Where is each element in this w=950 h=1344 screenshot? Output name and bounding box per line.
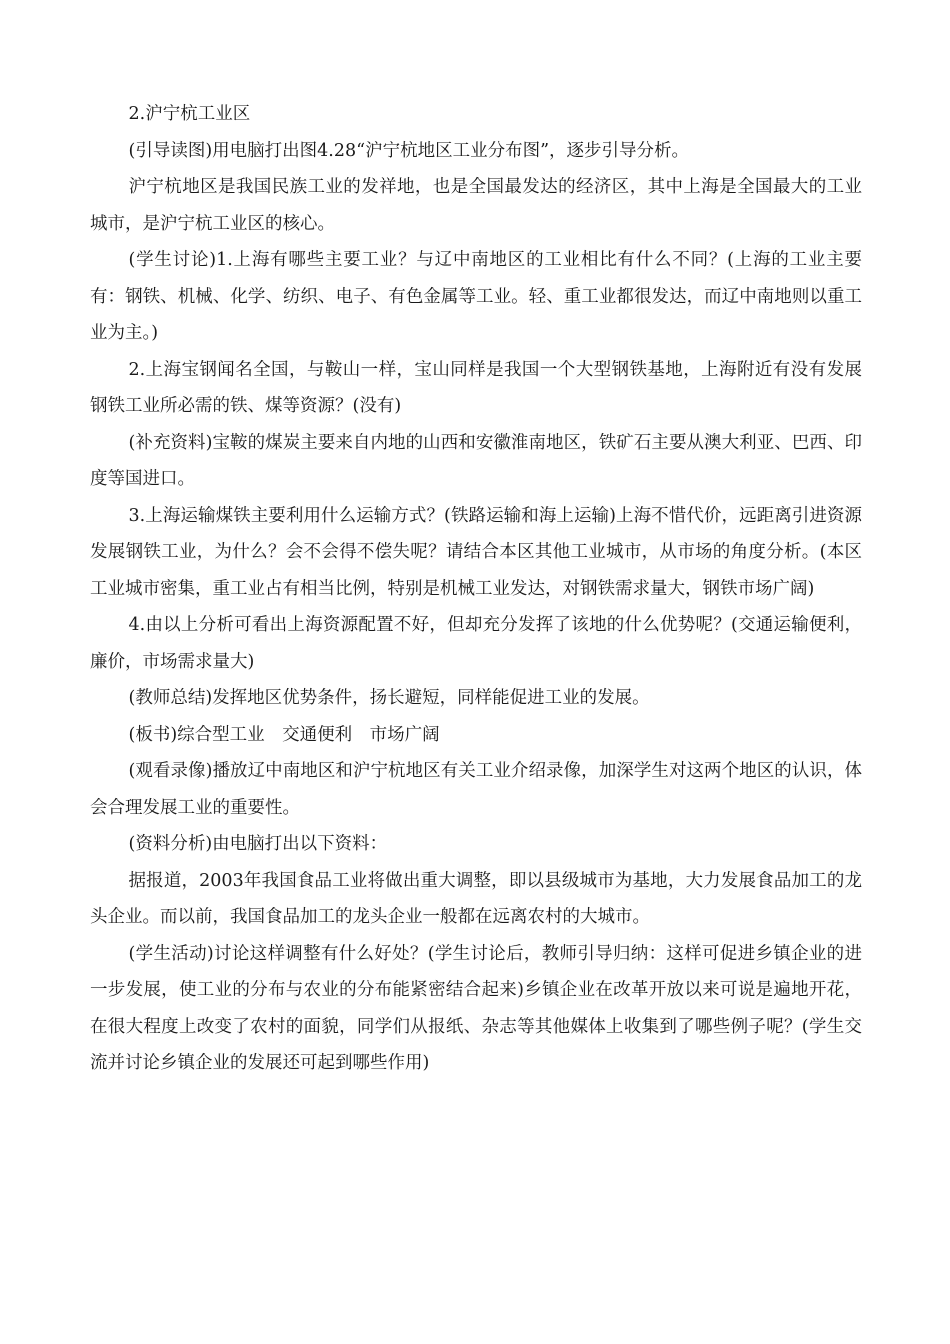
paragraph: (资料分析)由电脑打出以下资料：	[128, 834, 388, 854]
paragraph: 4.由以上分析可看出上海资源配置不好，但却充分发挥了该地的什么优势呢？(交通运输便利，廉价，市场需求量大)	[90, 615, 862, 672]
paragraph: (教师总结)发挥地区优势条件，扬长避短，同样能促进工业的发展。	[128, 688, 650, 708]
paragraph: (学生活动)讨论这样调整有什么好处？(学生讨论后，教师引导归纳：这样可促进乡镇企业的进一步发展，使工业的分布与农业的分布能紧密结合起来)乡镇企业在改革开放以来可说是遍地开花，在很大程度上改变了农村的面貌，同学们从报纸、杂志等其他媒体上收集到了哪些例子呢？(学生交流并讨论乡镇企业的发展还可起到哪些作用)	[90, 943, 862, 1073]
paragraph: (板书)综合型工业 交通便利 市场广阔	[128, 724, 440, 745]
paragraph: (补充资料)宝鞍的煤炭主要来自内地的山西和安徽淮南地区，铁矿石主要从澳大利亚、巴西、印度等国进口。	[90, 432, 862, 489]
paragraph: (观看录像)播放辽中南地区和沪宁杭地区有关工业介绍录像，加深学生对这两个地区的认识，体会合理发展工业的重要性。	[90, 761, 862, 818]
paragraph: (学生讨论)1.上海有哪些主要工业？与辽中南地区的工业相比有什么不同？(上海的工业主要有：钢铁、机械、化学、纺织、电子、有色金属等工业。轻、重工业都很发达，而辽中南地则以重工业为主。)	[90, 250, 862, 343]
section-heading: 2.沪宁杭工业区	[128, 104, 251, 124]
paragraph: 2.上海宝钢闻名全国，与鞍山一样，宝山同样是我国一个大型钢铁基地，上海附近有没有发展钢铁工业所必需的铁、煤等资源？(没有)	[90, 359, 862, 416]
paragraph: 沪宁杭地区是我国民族工业的发祥地，也是全国最发达的经济区，其中上海是全国最大的工业城市，是沪宁杭工业区的核心。	[90, 177, 862, 234]
paragraph: 3.上海运输煤铁主要利用什么运输方式？(铁路运输和海上运输)上海不惜代价，远距离引进资源发展钢铁工业，为什么？会不会得不偿失呢？请结合本区其他工业城市，从市场的角度分析。(本区工业城市密集，重工业占有相当比例，特别是机械工业发达，对钢铁需求量大，钢铁市场广阔)	[90, 505, 862, 599]
paragraph: 据报道，2003年我国食品工业将做出重大调整，即以县级城市为基地，大力发展食品加工的龙头企业。而以前，我国食品加工的龙头企业一般都在远离农村的大城市。	[90, 870, 862, 927]
paragraph: (引导读图)用电脑打出图4.28“沪宁杭地区工业分布图”，逐步引导分析。	[128, 140, 690, 161]
document-body	[90, 96, 862, 1082]
